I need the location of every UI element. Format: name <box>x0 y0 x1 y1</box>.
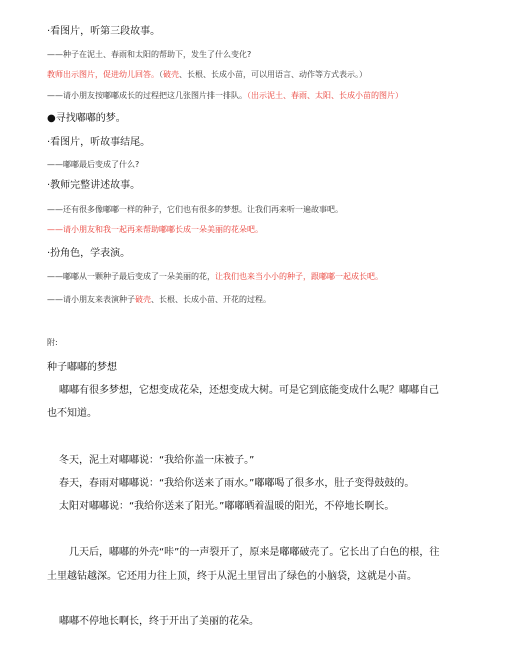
order-pictures-instruction: ——请小朋友按嘟嘟成长的过程把这几张图片排一排队。（出示泥土、春雨、太阳、长成小苗的图片） <box>47 91 403 100</box>
story-paragraph-5-line-2: 土里越钻越深。它还用力往上顶，终于从泥土里冒出了绿色的小脑袋，这就是小苗。 <box>47 571 417 582</box>
prompt-seed-to-flower: ——嘟嘟从一颗种子最后变成了一朵美丽的花，让我们也来当小小的种子，跟嘟嘟一起成长吧。 <box>47 272 383 281</box>
story-spring: 春天，春雨对嘟嘟说：“我给你送来了雨水。”嘟嘟喝了很多水，肚子变得鼓鼓的。 <box>59 478 415 489</box>
story-bloom: 嘟嘟不停地长啊长，终于开出了美丽的花朵。 <box>59 616 259 627</box>
prompt-seed-changes: ——种子在泥土、春雨和太阳的帮助下，发生了什么变化? <box>47 50 252 59</box>
story-sun: 太阳对嘟嘟说：“我给你送来了阳光。”嘟嘟晒着温暖的阳光，不停地长啊长。 <box>59 501 395 512</box>
story-paragraph-5-line-1: 几天后，嘟嘟的外壳“咔”的一声裂开了，原来是嘟嘟破壳了。它长出了白色的根，往 <box>69 547 440 558</box>
step-look-listen-third: ·看图片，听第三段故事。 <box>47 26 161 37</box>
prompt-help-dudu: ——请小朋友和我一起再来帮助嘟嘟长成一朵美丽的花朵吧。 <box>47 225 263 234</box>
prompt-many-seeds: ——还有很多像嘟嘟一样的种子，它们也有很多的梦想。让我们再来听一遍故事吧。 <box>47 205 343 214</box>
story-paragraph-1-line-1: 嘟嘟有很多梦想，它想变成花朵，还想变成大树。可是它到底能变成什么呢？嘟嘟自己 <box>59 385 439 396</box>
prompt-act-process: ——请小朋友来表演种子破壳、长根、长成小苗、开花的过程。 <box>47 295 271 304</box>
step-teacher-tells-story: ·教师完整讲述故事。 <box>47 180 141 191</box>
step-listen-ending: ·看图片，听故事结尾。 <box>47 137 151 148</box>
story-title: 种子嘟嘟的梦想 <box>47 362 117 373</box>
teacher-show-pictures: 教师出示图片，促进幼儿回答。（破壳、长根、长成小苗，可以用语言、动作等方式表示。） <box>47 70 367 79</box>
prompt-final-change: ——嘟嘟最后变成了什么? <box>47 160 140 169</box>
story-paragraph-1-line-2: 也不知道。 <box>47 408 97 419</box>
step-role-play: ·扮角色，学表演。 <box>47 248 131 259</box>
story-winter: 冬天，泥土对嘟嘟说：“我给你盖一床被子。” <box>59 455 255 466</box>
appendix-label: 附: <box>47 338 58 347</box>
section-find-dream: ●寻找嘟嘟的梦。 <box>47 113 126 124</box>
